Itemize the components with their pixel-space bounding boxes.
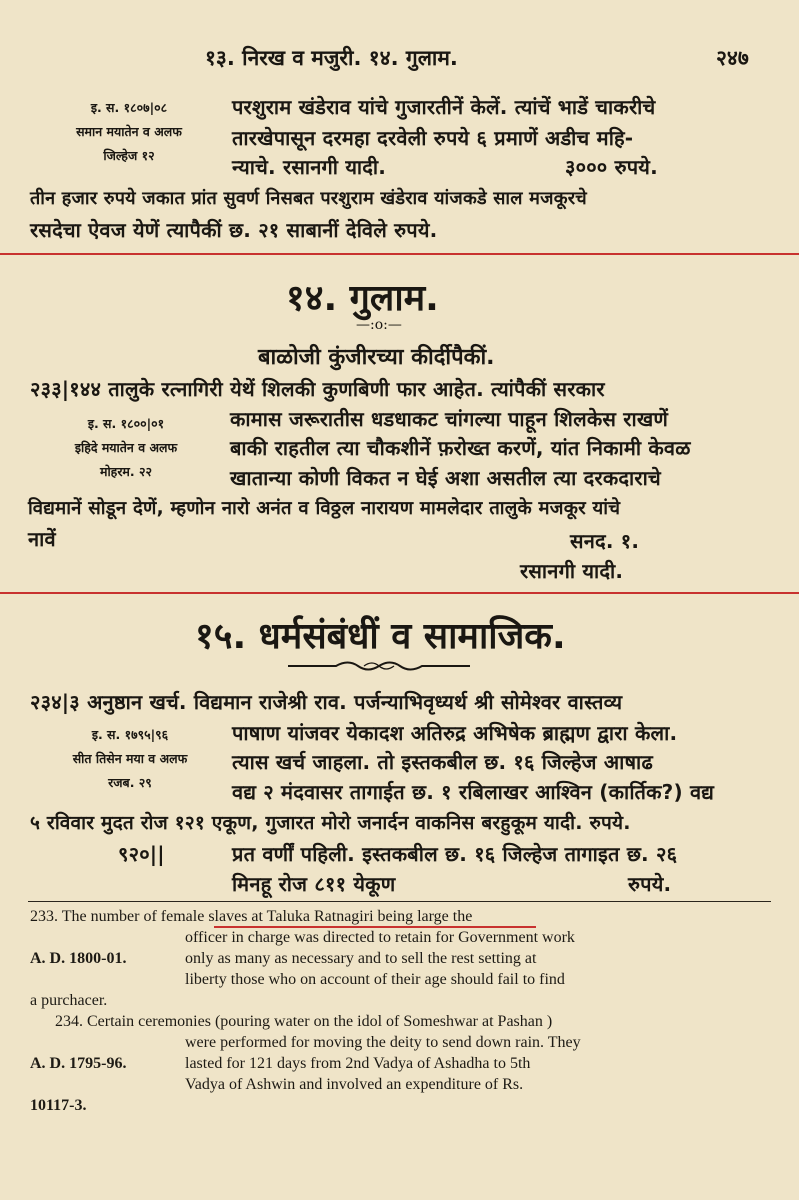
ornament-flourish — [286, 656, 472, 676]
text-line: २३३|१४४ तालुके रत्नागिरी येथें शिलकी कुणबिणी फार आहेत. त्यांपैकीं सरकार — [30, 377, 605, 401]
english-line — [30, 908, 472, 926]
english-line: 234. Certain ceremonies (pouring water on the idol of Someshwar at Pashan ) — [55, 1013, 553, 1030]
margin-note-line: सीत तिसेन मया व अलफ — [72, 751, 188, 766]
amount: ९२०|| — [118, 842, 165, 866]
margin-note-line: रजब. २९ — [108, 775, 152, 790]
page-number: २४७ — [716, 46, 749, 70]
text-line: पाषाण यांजवर येकादश अतिरुद्र अभिषेक ब्राह्मण द्वारा केला. — [232, 721, 678, 745]
english-line: a purchacer. — [30, 992, 108, 1009]
text-line: परशुराम खंडेराव यांचे गुजारतीनें केलें. त्यांचें भाडें चाकरीचे — [232, 95, 656, 119]
english-underlined-text: female slaves at Taluka Ratnagiri — [160, 908, 374, 925]
margin-note-14 — [28, 412, 224, 484]
text-line: कामास जरूरातीस धडधाकट चांगल्या पाहून शिलकेस राखणें — [230, 407, 669, 431]
footer-code: 10117-3. — [30, 1097, 87, 1114]
red-underline — [214, 926, 536, 928]
running-header: १३. निरख व मजुरी. १४. गुलाम. — [205, 46, 458, 70]
section-title: १५. धर्मसंबंधीं व सामाजिक. — [195, 616, 566, 657]
english-line: Vadya of Ashwin and involved an expenditure of Rs. — [185, 1076, 524, 1093]
sub-heading: बाळोजी कुंजीरच्या कीर्दीपैकीं. — [258, 345, 495, 370]
footnote-rule — [28, 901, 771, 902]
text-line: बाकी राहतील त्या चौकशीनें फ़रोख्त करणें, यांत निकामी केवळ — [230, 436, 691, 460]
rupaye-label: रुपये. — [628, 872, 672, 896]
margin-note-15 — [32, 723, 228, 795]
sanad-line: सनद. १. — [570, 529, 640, 553]
text-line: ५ रविवार मुदत रोज १२१ एकूण, गुजारत मोरो जनार्दन वाकनिस बरहुकूम यादी. रुपये. — [30, 812, 631, 834]
ornament: —:o:— — [356, 317, 402, 333]
english-text: 233. The number of — [30, 908, 161, 925]
section-divider — [0, 592, 799, 594]
date-note: A. D. 1800-01. — [30, 950, 127, 967]
text-line: मिनहू रोज ८११ येकूण — [232, 872, 396, 896]
text-line: विद्यमानें सोडून देणें, म्हणोन नारो अनंत व विठ्ठल नारायण मामलेदार तालुके मजकूर यांचे — [28, 498, 621, 519]
section-title: १४. गुलाम. — [286, 278, 439, 319]
margin-note-line: समान मयातेन व अलफ — [76, 124, 182, 139]
text-line: २३४|३ अनुष्ठान खर्च. विद्यमान राजेश्री राव. पर्जन्याभिवृध्यर्थ श्री सोमेश्वर वास्तव्य — [30, 690, 623, 714]
section-divider — [0, 253, 799, 255]
margin-note-line: इ. स. १८००|०१ — [87, 416, 165, 431]
margin-note-line: इहिदे मयातेन व अलफ — [74, 440, 178, 455]
english-line: liberty those who on account of their age should fail to find — [185, 971, 565, 988]
date-note: A. D. 1795-96. — [30, 1055, 127, 1072]
text-line: खातान्या कोणी विकत न घेई अशा असतील त्या दरकदाराचे — [230, 466, 661, 490]
margin-note-line: इ. स. १७९५|९६ — [91, 727, 169, 742]
text-line: तीन हजार रुपये जकात प्रांत सुवर्ण निसबत परशुराम खंडेराव यांजकडे साल मजकूरचे — [30, 188, 587, 209]
text-line: न्याचे. रसानगी यादी. — [232, 155, 387, 179]
margin-note-line: इ. स. १८०७|०८ — [90, 100, 168, 115]
text-line: वद्य २ मंदवासर तागाईत छ. १ रबिलाखर आश्विन (कार्तिक?) वद्य — [232, 780, 715, 804]
margin-note-line: मोहरम. २२ — [99, 464, 153, 479]
english-line: officer in charge was directed to retain for Government work — [185, 929, 575, 946]
text-line: प्रत वर्णीं पहिली. इस्तकबील छ. १६ जिल्हेज तागाइत छ. २६ — [232, 842, 678, 866]
text-line: नावें — [28, 527, 56, 551]
text-line: रसदेचा ऐवज येणें त्यापैकीं छ. २१ साबानीं देविले रुपये. — [30, 218, 438, 242]
text-line: तारखेपासून दरमहा दरवेली रुपये ६ प्रमाणें अडीच महि- — [232, 126, 634, 150]
english-text: being large the — [373, 908, 473, 925]
rasangi-line: रसानगी यादी. — [520, 559, 624, 583]
amount: ३००० रुपये. — [565, 155, 658, 179]
english-line: were performed for moving the deity to send down rain. They — [185, 1034, 581, 1051]
margin-note-13 — [40, 96, 218, 168]
english-line: only as many as necessary and to sell the rest setting at — [185, 950, 537, 967]
margin-note-line: जिल्हेज १२ — [103, 148, 155, 163]
english-line: lasted for 121 days from 2nd Vadya of Ashadha to 5th — [185, 1055, 531, 1072]
text-line: त्यास खर्च जाहला. तो इस्तकबील छ. १६ जिल्हेज आषाढ — [232, 750, 653, 774]
